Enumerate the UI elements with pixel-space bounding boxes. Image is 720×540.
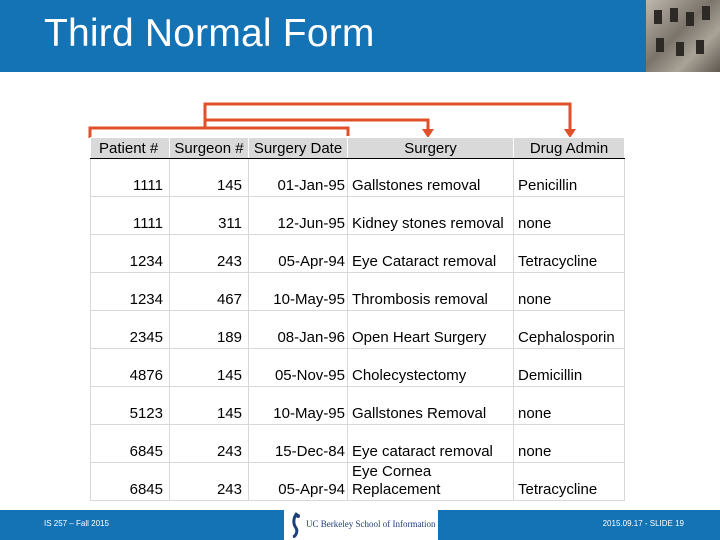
- photo-window: [670, 8, 678, 22]
- title-bar: [0, 0, 720, 72]
- cell-surgery: Kidney stones removal: [348, 197, 514, 235]
- table-row: [91, 159, 625, 197]
- slide-title: Third Normal Form: [44, 12, 375, 55]
- school-logo: [284, 510, 438, 540]
- col-header-drug-admin: Drug Admin: [514, 138, 625, 159]
- cell-drug: Penicillin: [514, 159, 625, 197]
- col-header-surgeon: Surgeon #: [170, 138, 249, 159]
- photo-window: [702, 6, 710, 20]
- cell-drug: Cephalosporin: [514, 311, 625, 349]
- cell-date: 10-May-95: [249, 273, 348, 311]
- cell-surgery: Eye Cornea Replacement: [348, 463, 514, 501]
- table-row: [91, 463, 625, 501]
- table-header-row: [91, 138, 625, 159]
- cell-date: 08-Jan-96: [249, 311, 348, 349]
- cell-date: 01-Jan-95: [249, 159, 348, 197]
- cell-patient: 2345: [91, 311, 170, 349]
- photo-window: [686, 12, 694, 26]
- table-row: [91, 425, 625, 463]
- col-header-patient: Patient #: [91, 138, 170, 159]
- cell-patient: 1234: [91, 235, 170, 273]
- cell-surgery: Eye Cataract removal: [348, 235, 514, 273]
- col-header-surgery: Surgery: [348, 138, 514, 159]
- cell-surgery: Open Heart Surgery: [348, 311, 514, 349]
- photo-window: [676, 42, 684, 56]
- arrow-to-surgery: [205, 120, 428, 130]
- cell-drug: none: [514, 197, 625, 235]
- cell-surgeon: 243: [170, 463, 249, 501]
- cell-drug: none: [514, 273, 625, 311]
- surgery-table: [90, 137, 625, 501]
- cell-date: 12-Jun-95: [249, 197, 348, 235]
- table-row: [91, 273, 625, 311]
- cell-surgeon: 243: [170, 425, 249, 463]
- table-row: [91, 311, 625, 349]
- berkeley-logo-icon: [290, 512, 302, 538]
- table-row: [91, 349, 625, 387]
- cell-surgeon: 145: [170, 159, 249, 197]
- col-header-surgery-date: Surgery Date: [249, 138, 348, 159]
- cell-date: 10-May-95: [249, 387, 348, 425]
- cell-surgeon: 467: [170, 273, 249, 311]
- table-row: [91, 197, 625, 235]
- cell-drug: none: [514, 387, 625, 425]
- cell-drug: Tetracycline: [514, 463, 625, 501]
- cell-date: 05-Apr-94: [249, 463, 348, 501]
- table-row: [91, 387, 625, 425]
- cell-surgery: Eye cataract removal: [348, 425, 514, 463]
- cell-surgery: Gallstones Removal: [348, 387, 514, 425]
- cell-surgeon: 145: [170, 349, 249, 387]
- cell-patient: 1111: [91, 159, 170, 197]
- cell-patient: 4876: [91, 349, 170, 387]
- slide-number: 2015.09.17 - SLIDE 19: [602, 519, 684, 528]
- cell-date: 05-Nov-95: [249, 349, 348, 387]
- cell-patient: 5123: [91, 387, 170, 425]
- arrow-to-drug-admin: [205, 104, 570, 130]
- cell-date: 15-Dec-84: [249, 425, 348, 463]
- cell-surgeon: 145: [170, 387, 249, 425]
- cell-surgeon: 189: [170, 311, 249, 349]
- photo-window: [654, 10, 662, 24]
- photo-window: [696, 40, 704, 54]
- cell-drug: none: [514, 425, 625, 463]
- cell-surgery: Gallstones removal: [348, 159, 514, 197]
- cell-drug: Tetracycline: [514, 235, 625, 273]
- cell-surgery: Thrombosis removal: [348, 273, 514, 311]
- footer-bar: [0, 510, 720, 540]
- cell-date: 05-Apr-94: [249, 235, 348, 273]
- photo-window: [656, 38, 664, 52]
- school-logo-text: UC Berkeley School of Information: [306, 519, 436, 529]
- cell-surgery: Cholecystectomy: [348, 349, 514, 387]
- header-photo: [646, 0, 720, 72]
- table-row: [91, 235, 625, 273]
- arrow-lines: [90, 104, 570, 138]
- cell-drug: Demicillin: [514, 349, 625, 387]
- cell-patient: 1234: [91, 273, 170, 311]
- cell-surgeon: 311: [170, 197, 249, 235]
- cell-patient: 6845: [91, 463, 170, 501]
- course-label: IS 257 – Fall 2015: [44, 519, 109, 528]
- cell-surgeon: 243: [170, 235, 249, 273]
- cell-patient: 1111: [91, 197, 170, 235]
- cell-patient: 6845: [91, 425, 170, 463]
